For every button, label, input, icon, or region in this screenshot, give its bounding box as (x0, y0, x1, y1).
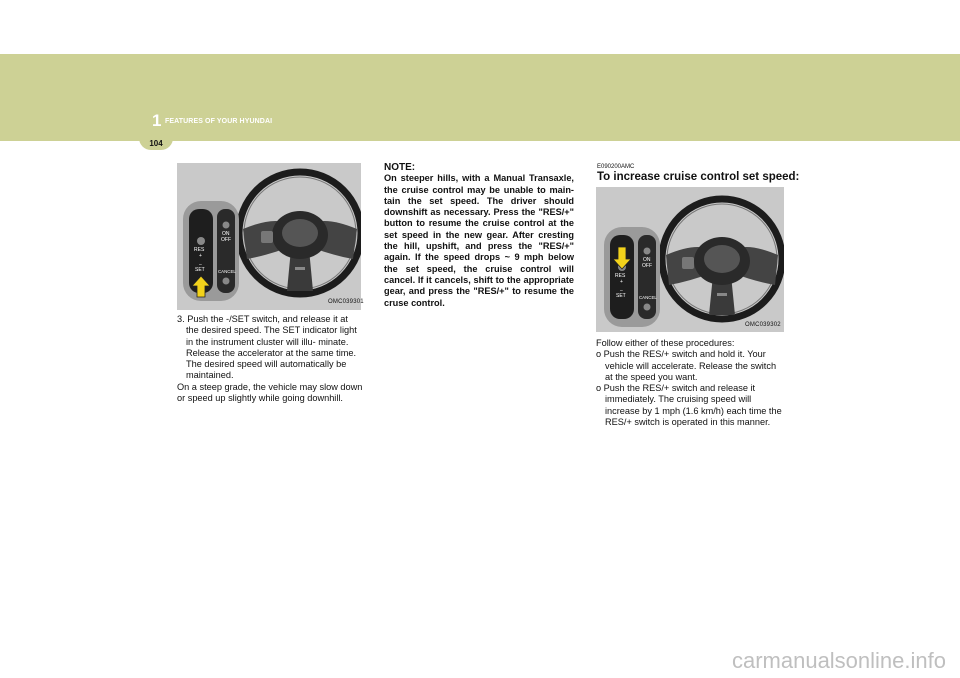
page-number: 104 (149, 139, 163, 148)
pad-label-on: ON (222, 231, 230, 237)
pad-label-off: OFF (642, 263, 652, 269)
note-block (384, 162, 574, 309)
pad-label-minus: – (620, 288, 623, 294)
procedure-item: o Push the RES/+ switch and hold it. Your vehicle will accelerate. Release the switch at the speed you want. (596, 349, 777, 382)
steering-wheel-figure-set (177, 163, 364, 310)
pad-label-cancel: CANCEL (639, 295, 657, 300)
note-label: NOTE: (384, 162, 416, 173)
pad-label-res: RES (194, 247, 205, 253)
step-3-text: 3. Push the -/SET switch, and release it at the desired speed. The SET indicator light in the instrument cluster will illu- minate. Release the accelerator at the same time. The desired speed will automatically be maintained. (177, 314, 357, 381)
pad-label-off: OFF (221, 237, 231, 243)
pad-label-plus: + (199, 253, 202, 259)
steering-wheel-illustration (177, 163, 361, 310)
section-heading: To increase cruise control set speed: (597, 171, 800, 183)
pad-label-set: SET (616, 293, 626, 299)
pad-label-cancel: CANCEL (218, 269, 236, 274)
header-band (0, 54, 960, 141)
section-code: E090200AMC (597, 164, 635, 170)
figure-code: OMC039301 (328, 299, 364, 305)
chapter-title: FEATURES OF YOUR HYUNDAI (165, 118, 273, 125)
grade-text: On a steep grade, the vehicle may slow down or speed up slightly while going downhill. (177, 381, 363, 404)
right-text (596, 338, 786, 428)
left-text (177, 314, 363, 404)
chapter-number: 1 (152, 111, 162, 130)
watermark: carmanualsonline.info (731, 648, 946, 673)
pad-label-plus: + (620, 279, 623, 285)
page-number-tab (139, 136, 173, 150)
steering-wheel-illustration (596, 187, 784, 332)
note-text: On steeper hills, with a Manual Transaxle, the cruise control may be unable to main- tain the set speed. The driver should downshift as necessary. Press the "RES/+" button to resume the cruise control at the set speed in the new gear. After cresting the hill, upshift, and press the "RES/+" again. If the speed drops ~ 9 mph below the set speed, the cruise control will cancel. If it cancels, shift to the appropriate gear, and press the "RES/+" to resume the cruse control. (384, 173, 574, 308)
procedures-intro: Follow either of these procedures: (596, 338, 735, 348)
steering-wheel-figure-res (596, 187, 784, 332)
pad-label-res: RES (615, 273, 626, 279)
pad-label-set: SET (195, 267, 205, 273)
figure-code: OMC039302 (745, 322, 781, 328)
pad-label-minus: – (199, 262, 202, 268)
pad-label-on: ON (643, 257, 651, 263)
procedure-item: o Push the RES/+ switch and release it immediately. The cruising speed will increase by 1 mph (1.6 km/h) each time the RES/+ switch is operated in this manner. (596, 383, 782, 428)
